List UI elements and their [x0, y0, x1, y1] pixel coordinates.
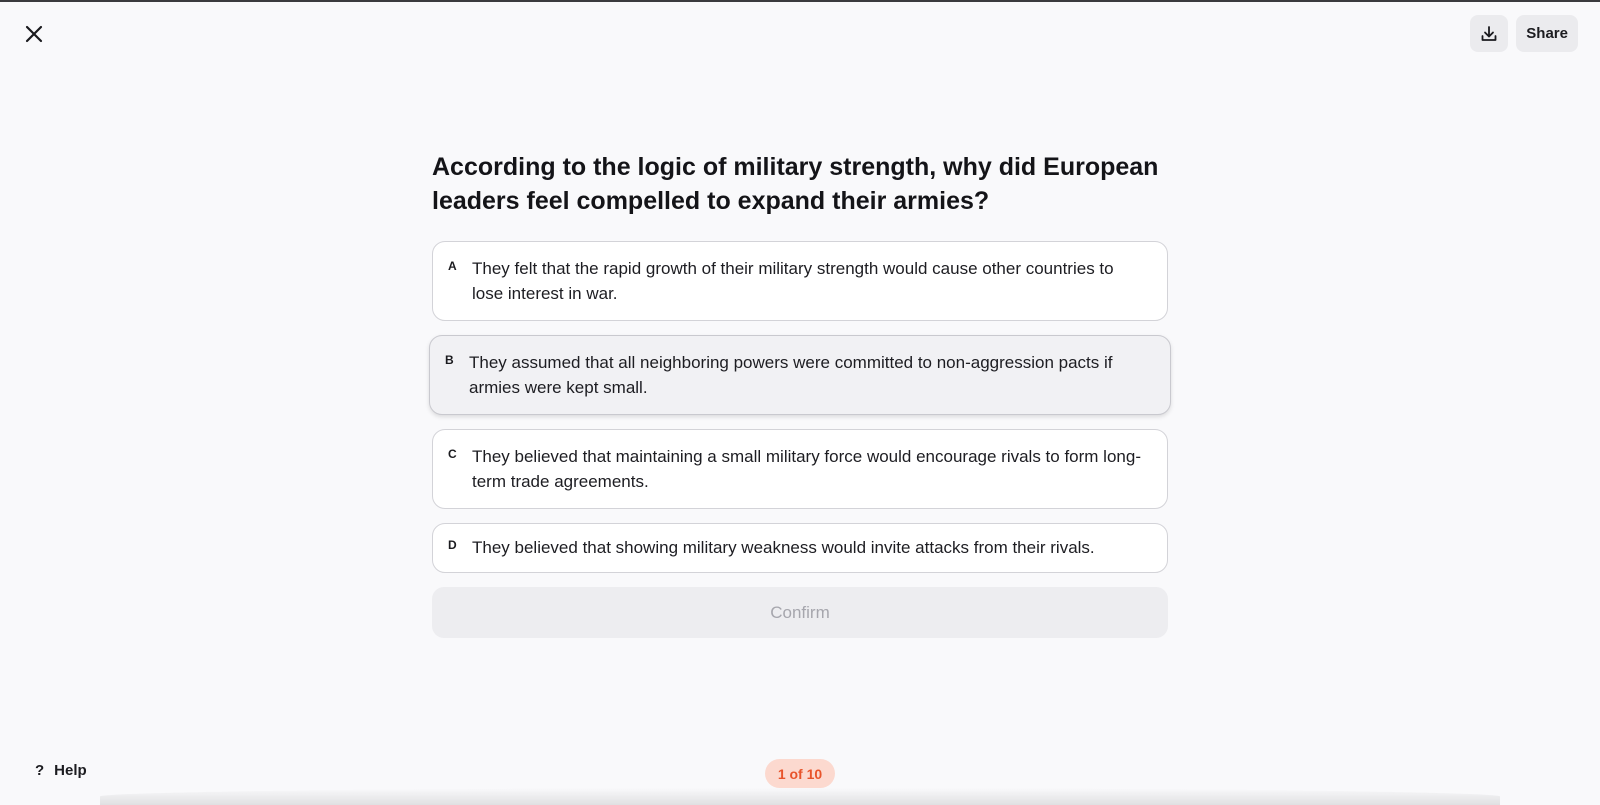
- help-button[interactable]: [35, 762, 87, 779]
- top-border: [0, 0, 1600, 2]
- option-letter: D: [448, 538, 457, 552]
- option-a[interactable]: [432, 241, 1168, 321]
- bottom-panel-edge: [100, 788, 1500, 805]
- option-text: They believed that maintaining a small military force would encourage rivals to form long-term trade agreements.: [472, 447, 1141, 491]
- option-letter: A: [448, 259, 457, 273]
- question-text: According to the logic of military strength, why did European leaders feel compelled to expand their armies?: [432, 153, 1159, 215]
- close-button[interactable]: [18, 18, 50, 50]
- option-letter: C: [448, 447, 457, 461]
- top-actions: [1470, 15, 1578, 52]
- quiz-card: [432, 150, 1168, 638]
- option-c[interactable]: [432, 429, 1168, 509]
- progress-indicator: 1 of 10: [765, 759, 835, 788]
- option-text: They believed that showing military weakness would invite attacks from their rivals.: [472, 538, 1095, 557]
- option-text: They assumed that all neighboring powers were committed to non-aggression pacts if armies were kept small.: [469, 353, 1113, 397]
- share-button[interactable]: Share: [1516, 15, 1578, 52]
- option-b[interactable]: [429, 335, 1171, 415]
- option-text: They felt that the rapid growth of their military strength would cause other countries to lose interest in war.: [472, 259, 1114, 303]
- option-d[interactable]: [432, 523, 1168, 573]
- download-button[interactable]: [1470, 15, 1508, 52]
- download-icon: [1479, 24, 1499, 44]
- question-icon: ?: [35, 762, 45, 779]
- confirm-button[interactable]: Confirm: [432, 587, 1168, 638]
- help-label: Help: [54, 762, 87, 779]
- option-letter: B: [445, 353, 454, 367]
- close-icon: [24, 24, 44, 44]
